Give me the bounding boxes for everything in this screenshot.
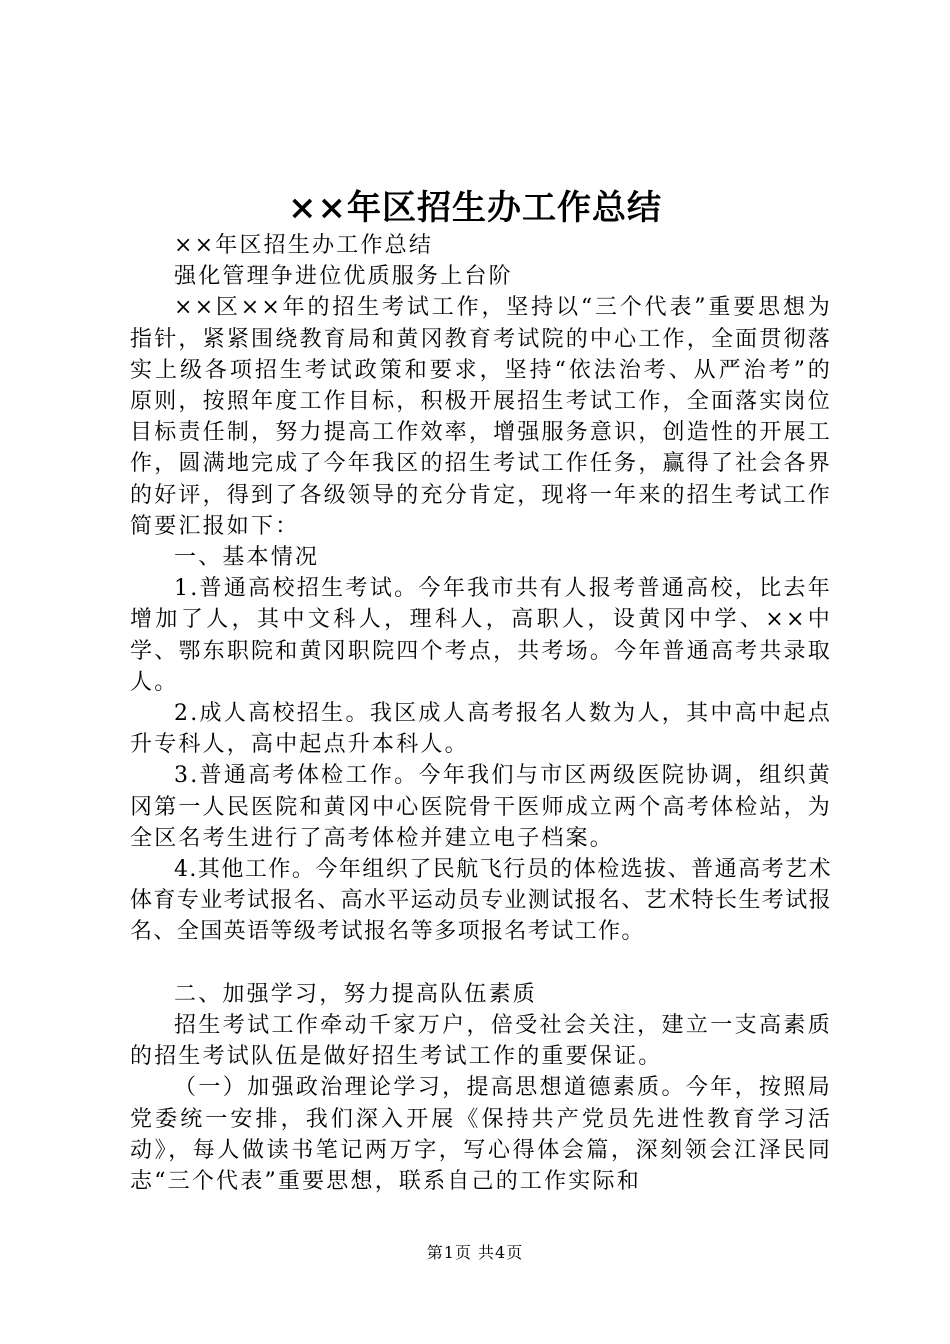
heading-strengthen-study: 二、加强学习，努力提高队伍素质	[174, 981, 538, 1007]
document-title: ××年区招生办工作总结	[288, 188, 662, 228]
blank-line	[130, 948, 832, 979]
heading-basic-situation: 一、基本情况	[174, 545, 320, 571]
document-body	[130, 230, 832, 1197]
paragraph-subtitle: ××年区招生办工作总结	[174, 233, 434, 258]
paragraph-item-1: 1.普通高校招生考试。今年我市共有人报考普通高校，比去年增加了人，其中文科人，理科人，高职人，设黄冈中学、××中学、鄂东职院和黄冈职院四个考点，共考场。今年普通高考共录取人。	[130, 576, 832, 695]
paragraph-intro: ××区××年的招生考试工作，坚持以“三个代表”重要思想为指针，紧紧围绕教育局和黄冈教育考试院的中心工作，全面贯彻落实上级各项招生考试政策和要求，坚持“依法治考、从严治考”的原则，按照年度工作目标，积极开展招生考试工作，全面落实岗位目标责任制，努力提高工作效率，增强服务意识，创造性的开展工作，圆满地完成了今年我区的招生考试工作任务，赢得了社会各界的好评，得到了各级领导的充分肯定，现将一年来的招生考试工作简要汇报如下：	[130, 295, 832, 539]
paragraph-slogan: 强化管理争进位优质服务上台阶	[174, 264, 513, 290]
page-footer: 第1页 共4页	[426, 1243, 524, 1262]
paragraph-item-2: 2.成人高校招生。我区成人高考报名人数为人，其中高中起点升专科人，高中起点升本科人。	[130, 701, 832, 758]
paragraph-political-study: （一）加强政治理论学习，提高思想道德素质。今年，按照局党委统一安排，我们深入开展《保持共产党员先进性教育学习活动》，每人做读书笔记两万字，写心得体会篇，深刻领会江泽民同志“三个代表”重要思想，联系自己的工作实际和	[130, 1075, 832, 1195]
paragraph-item-4: 4.其他工作。今年组织了民航飞行员的体检选拔、普通高考艺术体育专业考试报名、高水平运动员专业测试报名、艺术特长生考试报名、全国英语等级考试报名等多项报名考试工作。	[130, 857, 833, 945]
paragraph-item-3: 3.普通高考体检工作。今年我们与市区两级医院协调，组织黄冈第一人民医院和黄冈中心医院骨干医师成立两个高考体检站，为全区名考生进行了高考体检并建立电子档案。	[130, 763, 832, 851]
paragraph-team-importance: 招生考试工作牵动千家万户，倍受社会关注，建立一支高素质的招生考试队伍是做好招生考试工作的重要保证。	[130, 1013, 832, 1070]
